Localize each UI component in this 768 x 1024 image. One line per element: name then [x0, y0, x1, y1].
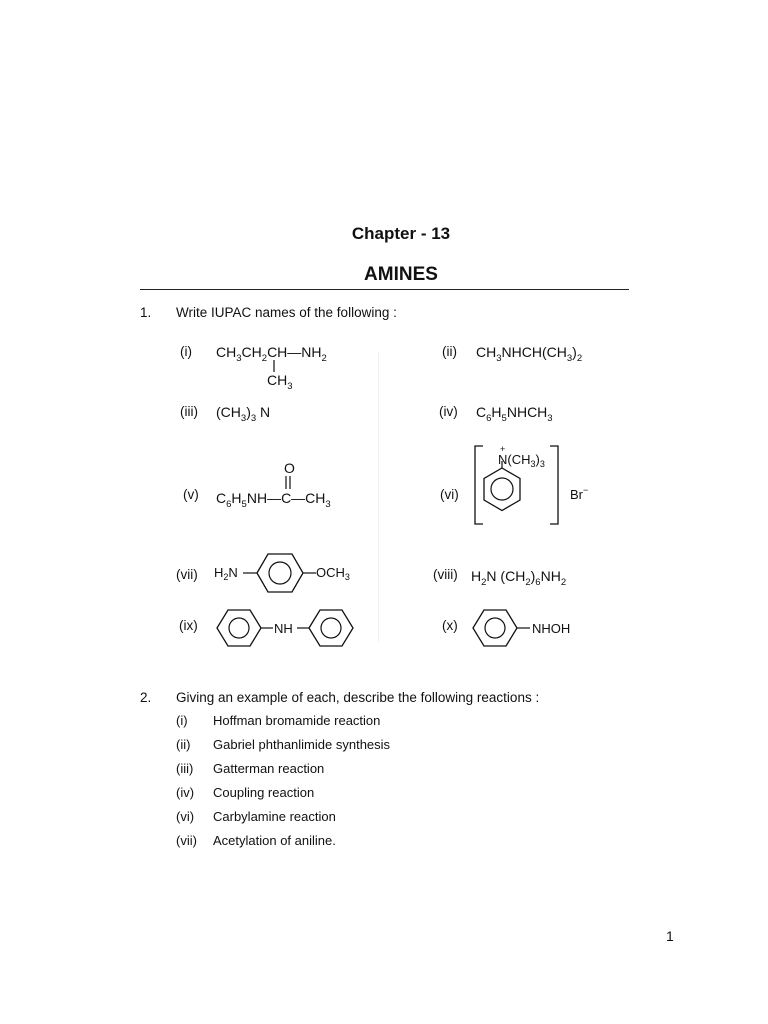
q2-item-number: (ii) [176, 737, 191, 752]
q1-ii-formula: $CH_3NHCH(CH_3)_2$ [476, 344, 583, 364]
q2-item-text: Gatterman reaction [213, 761, 325, 776]
title-rule [140, 289, 629, 290]
q1-vii-methoxy: $OCH_3$ [316, 565, 350, 582]
q1-v-carbonyl-o: O [284, 460, 295, 476]
page-title: AMINES [364, 264, 438, 285]
q1-vi-plus: + [500, 444, 506, 454]
q1-x-label: (x) [442, 618, 458, 633]
q1-vii-label: (vii) [176, 567, 198, 582]
q2-item-number: (iv) [176, 785, 195, 800]
q1-vi-label: (vi) [440, 487, 459, 502]
q1-ii-label: (ii) [442, 344, 457, 359]
q2-item-text: Hoffman bromamide reaction [213, 713, 381, 728]
q2-item-text: Coupling reaction [213, 785, 315, 800]
q1-iii-label: (iii) [180, 404, 198, 419]
q2-item-number: (vi) [176, 809, 195, 824]
q1-ix-bridge: NH [274, 621, 293, 636]
q2-item-text: Carbylamine reaction [213, 809, 336, 824]
q1-i-branch: $CH_3$ [267, 372, 293, 392]
q2-item-text: Acetylation of aniline. [213, 833, 336, 848]
q1-ix-structure [212, 606, 362, 654]
q2-item-number: (i) [176, 713, 188, 728]
q1-x-structure [468, 606, 588, 654]
q2-text: Giving an example of each, describe the following reactions : [176, 690, 540, 705]
q2-number: 2. [140, 690, 152, 705]
column-divider [378, 352, 379, 642]
q1-i-formula: $CH_3CH_2CH—NH_2$ [216, 344, 327, 364]
q1-vii-amine: $H_2N$ [214, 565, 238, 582]
q1-v-formula: $C_6H_5NH—C—CH_3$ [216, 490, 331, 510]
q1-vii-structure [214, 548, 364, 596]
q1-iv-label: (iv) [439, 404, 458, 419]
q1-iii-formula: $(CH_3)_3$ N [216, 404, 271, 424]
q1-number: 1. [140, 305, 152, 320]
q1-viii-formula: $H_2N$ $(CH_2)_6NH_2$ [471, 568, 567, 588]
page-number: 1 [666, 928, 674, 944]
q1-iv-formula: $C_6H_5NHCH_3$ [476, 404, 553, 424]
q2-item-number: (iii) [176, 761, 194, 776]
q1-viii-label: (viii) [433, 567, 458, 582]
q1-v-label: (v) [183, 487, 199, 502]
q1-text: Write IUPAC names of the following : [176, 305, 397, 320]
q1-vi-substituent: $N(CH_3)_3$ [498, 452, 545, 469]
q2-item-number: (vii) [176, 833, 197, 848]
chapter-heading: Chapter - 13 [351, 224, 451, 243]
q1-i-label: (i) [180, 344, 192, 359]
q1-x-group: NHOH [532, 621, 571, 636]
q1-vi-structure [470, 442, 600, 532]
q1-ix-label: (ix) [179, 618, 198, 633]
q1-vi-counterion: Br− [570, 485, 589, 502]
q2-item-text: Gabriel phthanlimide synthesis [213, 737, 391, 752]
